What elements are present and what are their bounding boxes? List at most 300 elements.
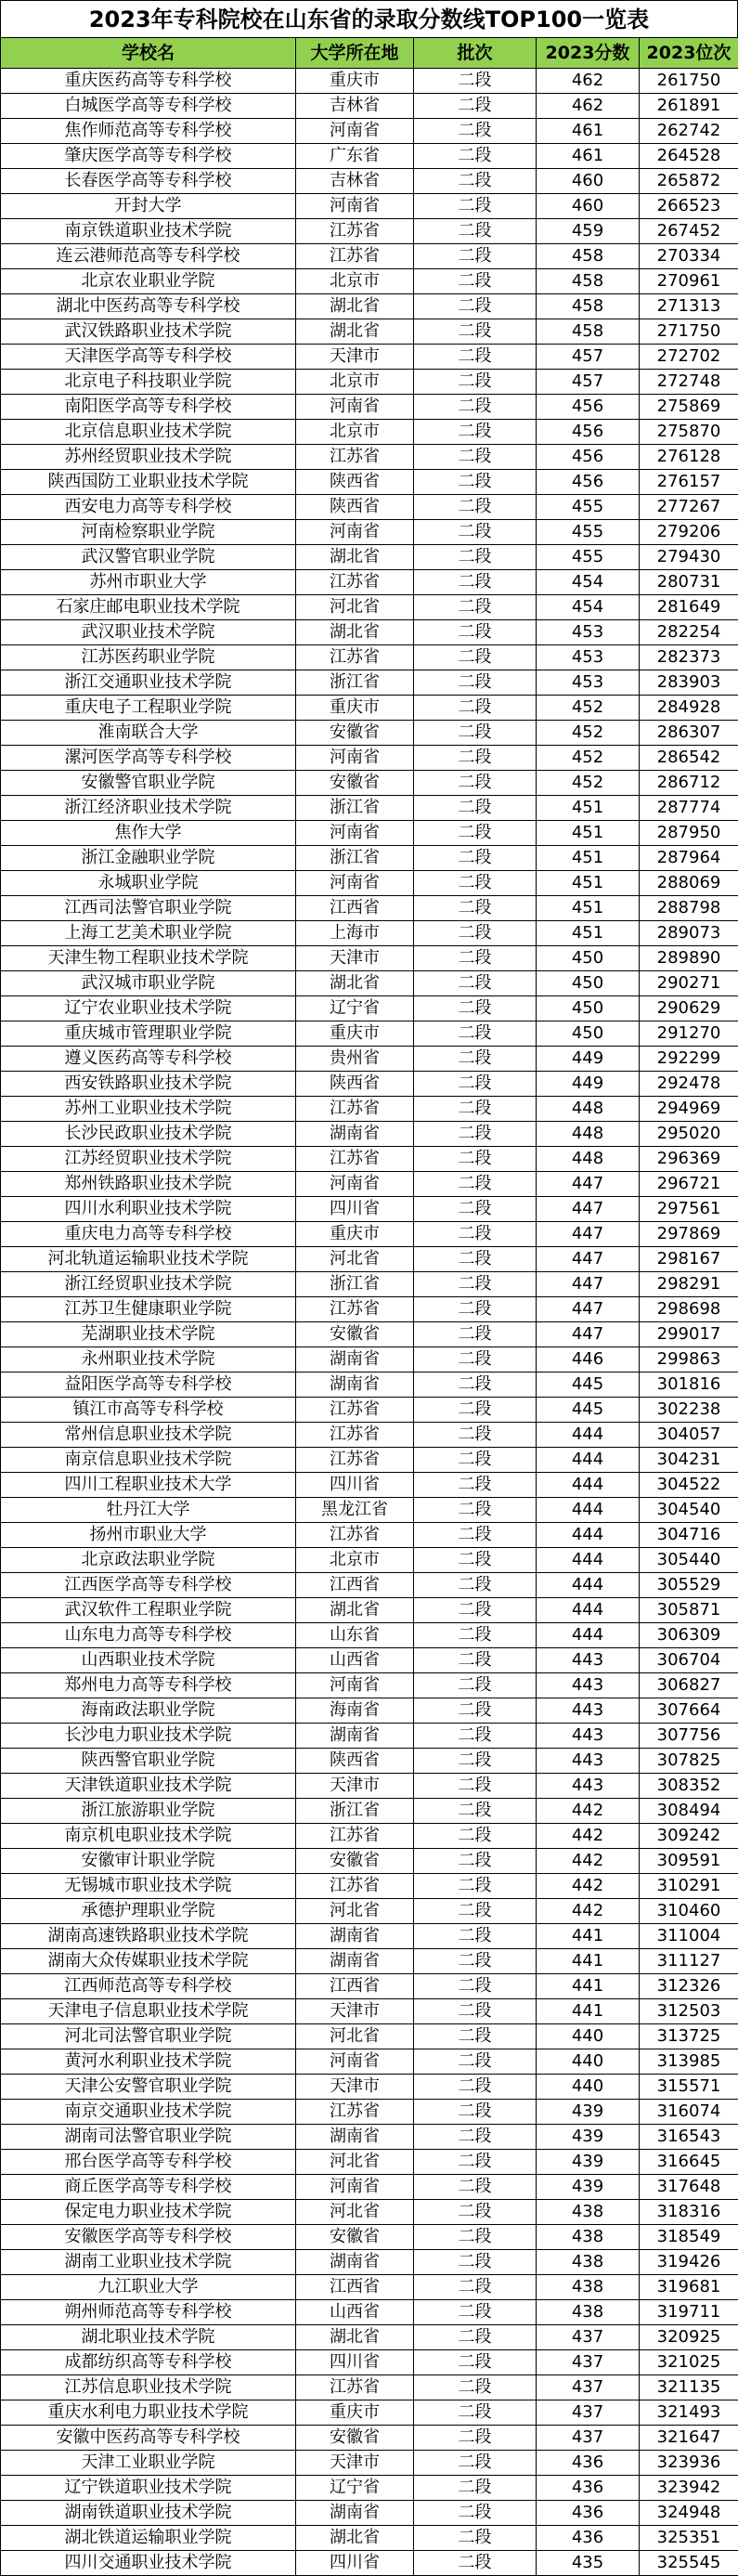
cell-rank: 321025 bbox=[640, 2350, 738, 2375]
table-row bbox=[1, 796, 738, 821]
cell-score: 450 bbox=[537, 946, 640, 971]
cell-location: 江苏省 bbox=[296, 570, 414, 595]
cell-rank: 319711 bbox=[640, 2300, 738, 2325]
table-row bbox=[1, 696, 738, 721]
cell-score: 437 bbox=[537, 2426, 640, 2451]
cell-rank: 279206 bbox=[640, 520, 738, 545]
cell-batch: 二段 bbox=[414, 1874, 537, 1899]
cell-batch: 二段 bbox=[414, 645, 537, 670]
cell-rank: 292478 bbox=[640, 1072, 738, 1097]
cell-rank: 281649 bbox=[640, 595, 738, 620]
cell-score: 444 bbox=[537, 1598, 640, 1623]
cell-rank: 307756 bbox=[640, 1724, 738, 1749]
cell-rank: 280731 bbox=[640, 570, 738, 595]
cell-school: 湖南大众传媒职业技术学院 bbox=[1, 1949, 296, 1974]
cell-rank: 294969 bbox=[640, 1097, 738, 1122]
cell-rank: 289890 bbox=[640, 946, 738, 971]
cell-score: 447 bbox=[537, 1197, 640, 1222]
cell-school: 湖南工业职业技术学院 bbox=[1, 2250, 296, 2275]
cell-score: 455 bbox=[537, 520, 640, 545]
cell-location: 海南省 bbox=[296, 1698, 414, 1724]
cell-location: 河北省 bbox=[296, 595, 414, 620]
table-row bbox=[1, 219, 738, 244]
cell-batch: 二段 bbox=[414, 294, 537, 319]
cell-rank: 313725 bbox=[640, 2024, 738, 2049]
cell-score: 448 bbox=[537, 1097, 640, 1122]
table-row bbox=[1, 169, 738, 194]
cell-location: 江苏省 bbox=[296, 1824, 414, 1849]
table-row bbox=[1, 771, 738, 796]
cell-rank: 286307 bbox=[640, 721, 738, 746]
table-row bbox=[1, 244, 738, 269]
cell-score: 435 bbox=[537, 2551, 640, 2576]
cell-batch: 二段 bbox=[414, 2150, 537, 2175]
cell-batch: 二段 bbox=[414, 1648, 537, 1673]
cell-school: 江苏卫生健康职业学院 bbox=[1, 1297, 296, 1322]
cell-school: 江西医学高等专科学校 bbox=[1, 1573, 296, 1598]
cell-rank: 302238 bbox=[640, 1398, 738, 1423]
cell-location: 江西省 bbox=[296, 896, 414, 921]
table-row bbox=[1, 721, 738, 746]
cell-rank: 295020 bbox=[640, 1122, 738, 1147]
cell-rank: 272702 bbox=[640, 345, 738, 370]
cell-rank: 286542 bbox=[640, 746, 738, 771]
table-row bbox=[1, 2175, 738, 2200]
cell-rank: 323942 bbox=[640, 2476, 738, 2501]
table-row bbox=[1, 2049, 738, 2075]
cell-location: 湖南省 bbox=[296, 2250, 414, 2275]
cell-location: 安徽省 bbox=[296, 2426, 414, 2451]
cell-rank: 292299 bbox=[640, 1047, 738, 1072]
cell-score: 437 bbox=[537, 2350, 640, 2375]
cell-batch: 二段 bbox=[414, 2501, 537, 2526]
cell-rank: 318316 bbox=[640, 2200, 738, 2225]
cell-score: 450 bbox=[537, 971, 640, 996]
cell-school: 天津生物工程职业技术学院 bbox=[1, 946, 296, 971]
cell-batch: 二段 bbox=[414, 94, 537, 119]
cell-score: 460 bbox=[537, 194, 640, 219]
table-row bbox=[1, 144, 738, 169]
table-row bbox=[1, 2300, 738, 2325]
cell-school: 郑州电力高等专科学校 bbox=[1, 1673, 296, 1698]
table-header bbox=[1, 38, 738, 69]
table-row bbox=[1, 2200, 738, 2225]
cell-score: 459 bbox=[537, 219, 640, 244]
cell-batch: 二段 bbox=[414, 370, 537, 395]
cell-batch: 二段 bbox=[414, 545, 537, 570]
cell-rank: 321647 bbox=[640, 2426, 738, 2451]
cell-rank: 282254 bbox=[640, 620, 738, 645]
cell-rank: 325545 bbox=[640, 2551, 738, 2576]
cell-rank: 305871 bbox=[640, 1598, 738, 1623]
cell-location: 重庆市 bbox=[296, 69, 414, 94]
cell-rank: 261750 bbox=[640, 69, 738, 94]
cell-rank: 324948 bbox=[640, 2501, 738, 2526]
cell-batch: 二段 bbox=[414, 2175, 537, 2200]
cell-score: 437 bbox=[537, 2375, 640, 2400]
cell-score: 447 bbox=[537, 1272, 640, 1297]
cell-rank: 304716 bbox=[640, 1523, 738, 1548]
cell-school: 北京政法职业学院 bbox=[1, 1548, 296, 1573]
table-row bbox=[1, 1824, 738, 1849]
cell-school: 焦作大学 bbox=[1, 821, 296, 846]
cell-score: 457 bbox=[537, 345, 640, 370]
cell-score: 442 bbox=[537, 1799, 640, 1824]
cell-school: 湖南铁道职业技术学院 bbox=[1, 2501, 296, 2526]
cell-score: 461 bbox=[537, 144, 640, 169]
cell-score: 436 bbox=[537, 2501, 640, 2526]
cell-location: 河南省 bbox=[296, 194, 414, 219]
cell-score: 444 bbox=[537, 1623, 640, 1648]
cell-location: 重庆市 bbox=[296, 2400, 414, 2426]
table-row bbox=[1, 946, 738, 971]
cell-school: 安徽中医药高等专科学校 bbox=[1, 2426, 296, 2451]
cell-batch: 二段 bbox=[414, 1122, 537, 1147]
cell-rank: 306309 bbox=[640, 1623, 738, 1648]
cell-rank: 316645 bbox=[640, 2150, 738, 2175]
table-row bbox=[1, 2551, 738, 2576]
cell-batch: 二段 bbox=[414, 345, 537, 370]
cell-school: 安徽审计职业学院 bbox=[1, 1849, 296, 1874]
cell-score: 438 bbox=[537, 2225, 640, 2250]
cell-batch: 二段 bbox=[414, 1724, 537, 1749]
table-row bbox=[1, 2501, 738, 2526]
cell-rank: 287774 bbox=[640, 796, 738, 821]
cell-location: 江苏省 bbox=[296, 244, 414, 269]
cell-rank: 265872 bbox=[640, 169, 738, 194]
cell-location: 江苏省 bbox=[296, 1147, 414, 1172]
cell-score: 440 bbox=[537, 2075, 640, 2100]
cell-score: 447 bbox=[537, 1297, 640, 1322]
cell-school: 益阳医学高等专科学校 bbox=[1, 1373, 296, 1398]
cell-rank: 304057 bbox=[640, 1423, 738, 1448]
cell-batch: 二段 bbox=[414, 1623, 537, 1648]
cell-rank: 270961 bbox=[640, 269, 738, 294]
cell-score: 443 bbox=[537, 1698, 640, 1724]
cell-batch: 二段 bbox=[414, 1924, 537, 1949]
cell-rank: 298291 bbox=[640, 1272, 738, 1297]
cell-rank: 298698 bbox=[640, 1297, 738, 1322]
table-row bbox=[1, 194, 738, 219]
cell-school: 开封大学 bbox=[1, 194, 296, 219]
cell-score: 451 bbox=[537, 796, 640, 821]
table-row bbox=[1, 2526, 738, 2551]
cell-school: 重庆医药高等专科学校 bbox=[1, 69, 296, 94]
cell-school: 武汉软件工程职业学院 bbox=[1, 1598, 296, 1623]
header-location: 大学所在地 bbox=[296, 38, 414, 69]
cell-rank: 275869 bbox=[640, 395, 738, 420]
cell-score: 456 bbox=[537, 470, 640, 495]
cell-batch: 二段 bbox=[414, 2526, 537, 2551]
table-row bbox=[1, 1222, 738, 1247]
cell-school: 上海工艺美术职业学院 bbox=[1, 921, 296, 946]
header-school: 学校名 bbox=[1, 38, 296, 69]
cell-location: 浙江省 bbox=[296, 1272, 414, 1297]
table-row bbox=[1, 395, 738, 420]
cell-school: 白城医学高等专科学校 bbox=[1, 94, 296, 119]
cell-school: 焦作师范高等专科学校 bbox=[1, 119, 296, 144]
cell-score: 456 bbox=[537, 445, 640, 470]
cell-location: 江苏省 bbox=[296, 1523, 414, 1548]
table-row bbox=[1, 2325, 738, 2350]
cell-location: 天津市 bbox=[296, 1999, 414, 2024]
cell-score: 442 bbox=[537, 1899, 640, 1924]
cell-rank: 290629 bbox=[640, 996, 738, 1021]
cell-school: 牡丹江大学 bbox=[1, 1498, 296, 1523]
cell-school: 南阳医学高等专科学校 bbox=[1, 395, 296, 420]
cell-batch: 二段 bbox=[414, 2400, 537, 2426]
cell-rank: 288069 bbox=[640, 871, 738, 896]
cell-rank: 299863 bbox=[640, 1347, 738, 1373]
cell-location: 湖北省 bbox=[296, 2526, 414, 2551]
table-row bbox=[1, 1548, 738, 1573]
cell-location: 河北省 bbox=[296, 1899, 414, 1924]
table-row bbox=[1, 2350, 738, 2375]
cell-score: 439 bbox=[537, 2175, 640, 2200]
cell-rank: 279430 bbox=[640, 545, 738, 570]
cell-batch: 二段 bbox=[414, 1799, 537, 1824]
cell-location: 山东省 bbox=[296, 1623, 414, 1648]
cell-rank: 304522 bbox=[640, 1473, 738, 1498]
cell-rank: 291270 bbox=[640, 1021, 738, 1047]
cell-school: 浙江交通职业技术学院 bbox=[1, 670, 296, 696]
table-row bbox=[1, 119, 738, 144]
cell-school: 南京交通职业技术学院 bbox=[1, 2100, 296, 2125]
cell-location: 江苏省 bbox=[296, 1398, 414, 1423]
cell-location: 湖北省 bbox=[296, 545, 414, 570]
cell-school: 连云港师范高等专科学校 bbox=[1, 244, 296, 269]
cell-school: 苏州市职业大学 bbox=[1, 570, 296, 595]
table-row bbox=[1, 319, 738, 345]
cell-score: 436 bbox=[537, 2476, 640, 2501]
table-row bbox=[1, 1373, 738, 1398]
cell-score: 450 bbox=[537, 996, 640, 1021]
cell-location: 吉林省 bbox=[296, 94, 414, 119]
cell-rank: 307664 bbox=[640, 1698, 738, 1724]
cell-score: 442 bbox=[537, 1849, 640, 1874]
cell-location: 安徽省 bbox=[296, 1849, 414, 1874]
cell-school: 四川水利职业技术学院 bbox=[1, 1197, 296, 1222]
table-row bbox=[1, 570, 738, 595]
table-row bbox=[1, 2125, 738, 2150]
cell-batch: 二段 bbox=[414, 1749, 537, 1774]
cell-school: 邢台医学高等专科学校 bbox=[1, 2150, 296, 2175]
cell-batch: 二段 bbox=[414, 219, 537, 244]
cell-score: 438 bbox=[537, 2200, 640, 2225]
cell-school: 长春医学高等专科学校 bbox=[1, 169, 296, 194]
cell-school: 成都纺织高等专科学校 bbox=[1, 2350, 296, 2375]
cell-location: 安徽省 bbox=[296, 2225, 414, 2250]
table-row bbox=[1, 996, 738, 1021]
cell-score: 438 bbox=[537, 2275, 640, 2300]
table-row bbox=[1, 1172, 738, 1197]
table-row bbox=[1, 420, 738, 445]
cell-rank: 317648 bbox=[640, 2175, 738, 2200]
cell-batch: 二段 bbox=[414, 1021, 537, 1047]
cell-school: 江西司法警官职业学院 bbox=[1, 896, 296, 921]
cell-score: 453 bbox=[537, 620, 640, 645]
cell-rank: 290271 bbox=[640, 971, 738, 996]
cell-location: 湖南省 bbox=[296, 1373, 414, 1398]
cell-rank: 316543 bbox=[640, 2125, 738, 2150]
cell-score: 447 bbox=[537, 1172, 640, 1197]
table-row bbox=[1, 1021, 738, 1047]
cell-rank: 323936 bbox=[640, 2451, 738, 2476]
cell-score: 449 bbox=[537, 1047, 640, 1072]
cell-batch: 二段 bbox=[414, 871, 537, 896]
cell-batch: 二段 bbox=[414, 2551, 537, 2576]
cell-score: 439 bbox=[537, 2150, 640, 2175]
cell-score: 455 bbox=[537, 495, 640, 520]
cell-score: 445 bbox=[537, 1373, 640, 1398]
cell-location: 辽宁省 bbox=[296, 996, 414, 1021]
cell-school: 湖南司法警官职业学院 bbox=[1, 2125, 296, 2150]
cell-rank: 307825 bbox=[640, 1749, 738, 1774]
cell-score: 458 bbox=[537, 294, 640, 319]
cell-batch: 二段 bbox=[414, 2375, 537, 2400]
cell-school: 镇江市高等专科学校 bbox=[1, 1398, 296, 1423]
cell-batch: 二段 bbox=[414, 2350, 537, 2375]
cell-location: 江西省 bbox=[296, 1573, 414, 1598]
cell-school: 河南检察职业学院 bbox=[1, 520, 296, 545]
table-row bbox=[1, 1072, 738, 1097]
table-body bbox=[1, 69, 738, 2576]
table-row bbox=[1, 1623, 738, 1648]
cell-batch: 二段 bbox=[414, 1999, 537, 2024]
cell-school: 朔州师范高等专科学校 bbox=[1, 2300, 296, 2325]
cell-location: 浙江省 bbox=[296, 670, 414, 696]
table-row bbox=[1, 1874, 738, 1899]
table-row bbox=[1, 2024, 738, 2049]
cell-score: 443 bbox=[537, 1648, 640, 1673]
cell-score: 438 bbox=[537, 2250, 640, 2275]
cell-batch: 二段 bbox=[414, 395, 537, 420]
table-row bbox=[1, 846, 738, 871]
cell-rank: 320925 bbox=[640, 2325, 738, 2350]
cell-rank: 318549 bbox=[640, 2225, 738, 2250]
cell-school: 河北司法警官职业学院 bbox=[1, 2024, 296, 2049]
cell-score: 452 bbox=[537, 746, 640, 771]
cell-location: 山西省 bbox=[296, 2300, 414, 2325]
cell-batch: 二段 bbox=[414, 2275, 537, 2300]
cell-school: 无锡城市职业技术学院 bbox=[1, 1874, 296, 1899]
table-row bbox=[1, 670, 738, 696]
cell-school: 天津铁道职业技术学院 bbox=[1, 1774, 296, 1799]
cell-rank: 264528 bbox=[640, 144, 738, 169]
cell-location: 湖北省 bbox=[296, 971, 414, 996]
cell-batch: 二段 bbox=[414, 1047, 537, 1072]
cell-batch: 二段 bbox=[414, 2300, 537, 2325]
cell-location: 天津市 bbox=[296, 2075, 414, 2100]
cell-school: 武汉警官职业学院 bbox=[1, 545, 296, 570]
cell-score: 442 bbox=[537, 1824, 640, 1849]
cell-score: 454 bbox=[537, 595, 640, 620]
cell-school: 天津公安警官职业学院 bbox=[1, 2075, 296, 2100]
cell-location: 湖南省 bbox=[296, 1724, 414, 1749]
cell-location: 湖南省 bbox=[296, 2125, 414, 2150]
table-row bbox=[1, 971, 738, 996]
cell-location: 广东省 bbox=[296, 144, 414, 169]
cell-location: 四川省 bbox=[296, 1197, 414, 1222]
cell-location: 湖南省 bbox=[296, 1347, 414, 1373]
cell-school: 浙江经济职业技术学院 bbox=[1, 796, 296, 821]
cell-batch: 二段 bbox=[414, 1347, 537, 1373]
cell-batch: 二段 bbox=[414, 570, 537, 595]
cell-rank: 287964 bbox=[640, 846, 738, 871]
cell-score: 440 bbox=[537, 2049, 640, 2075]
cell-location: 河南省 bbox=[296, 2175, 414, 2200]
cell-rank: 313985 bbox=[640, 2049, 738, 2075]
cell-school: 武汉职业技术学院 bbox=[1, 620, 296, 645]
cell-school: 西安铁路职业技术学院 bbox=[1, 1072, 296, 1097]
cell-rank: 321493 bbox=[640, 2400, 738, 2426]
cell-score: 446 bbox=[537, 1347, 640, 1373]
cell-score: 451 bbox=[537, 896, 640, 921]
cell-rank: 315571 bbox=[640, 2075, 738, 2100]
table-row bbox=[1, 1297, 738, 1322]
cell-school: 常州信息职业技术学院 bbox=[1, 1423, 296, 1448]
cell-score: 456 bbox=[537, 395, 640, 420]
cell-score: 454 bbox=[537, 570, 640, 595]
table-row bbox=[1, 545, 738, 570]
cell-score: 444 bbox=[537, 1473, 640, 1498]
table-row bbox=[1, 746, 738, 771]
cell-location: 河南省 bbox=[296, 1673, 414, 1698]
cell-batch: 二段 bbox=[414, 1297, 537, 1322]
table-row bbox=[1, 1097, 738, 1122]
cell-location: 天津市 bbox=[296, 2451, 414, 2476]
cell-school: 江苏医药职业学院 bbox=[1, 645, 296, 670]
cell-rank: 305529 bbox=[640, 1573, 738, 1598]
header-rank: 2023位次 bbox=[640, 38, 738, 69]
table-row bbox=[1, 1724, 738, 1749]
cell-batch: 二段 bbox=[414, 2325, 537, 2350]
table-row bbox=[1, 1673, 738, 1698]
cell-rank: 287950 bbox=[640, 821, 738, 846]
cell-school: 重庆城市管理职业学院 bbox=[1, 1021, 296, 1047]
cell-school: 芜湖职业技术学院 bbox=[1, 1322, 296, 1347]
cell-score: 462 bbox=[537, 94, 640, 119]
cell-batch: 二段 bbox=[414, 169, 537, 194]
table-row bbox=[1, 1322, 738, 1347]
cell-batch: 二段 bbox=[414, 921, 537, 946]
table-row bbox=[1, 2451, 738, 2476]
cell-batch: 二段 bbox=[414, 119, 537, 144]
cell-batch: 二段 bbox=[414, 2125, 537, 2150]
cell-batch: 二段 bbox=[414, 2200, 537, 2225]
cell-batch: 二段 bbox=[414, 2426, 537, 2451]
cell-location: 北京市 bbox=[296, 420, 414, 445]
cell-score: 456 bbox=[537, 420, 640, 445]
cell-score: 458 bbox=[537, 269, 640, 294]
cell-location: 河南省 bbox=[296, 395, 414, 420]
cell-location: 四川省 bbox=[296, 2551, 414, 2576]
table-row bbox=[1, 1924, 738, 1949]
cell-batch: 二段 bbox=[414, 470, 537, 495]
cell-batch: 二段 bbox=[414, 595, 537, 620]
cell-score: 455 bbox=[537, 545, 640, 570]
cell-batch: 二段 bbox=[414, 420, 537, 445]
cell-location: 安徽省 bbox=[296, 771, 414, 796]
cell-school: 四川交通职业技术学院 bbox=[1, 2551, 296, 2576]
cell-location: 江苏省 bbox=[296, 2100, 414, 2125]
cell-location: 湖南省 bbox=[296, 1949, 414, 1974]
cell-batch: 二段 bbox=[414, 1172, 537, 1197]
table-row bbox=[1, 1774, 738, 1799]
cell-location: 河南省 bbox=[296, 871, 414, 896]
cell-rank: 296721 bbox=[640, 1172, 738, 1197]
table-row bbox=[1, 2225, 738, 2250]
